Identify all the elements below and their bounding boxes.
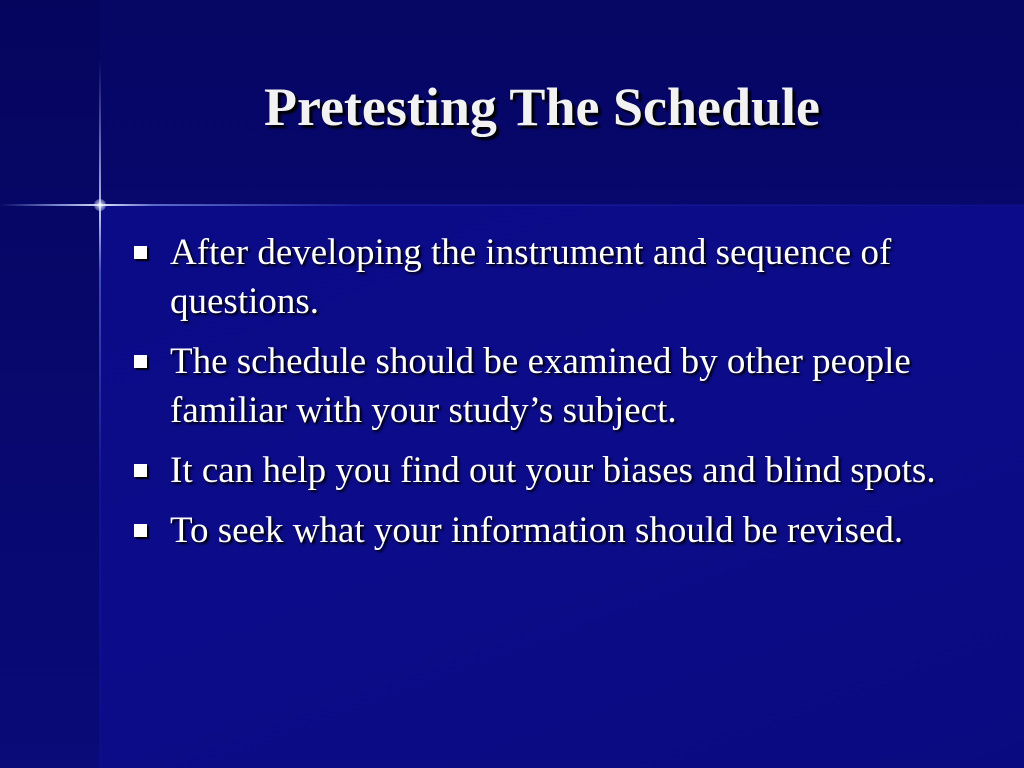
- bullet-item: [132, 446, 962, 495]
- bullet-text: After developing the instrument and sequence of questions.: [170, 232, 892, 322]
- bullet-item: [132, 506, 962, 555]
- square-bullet-icon: [134, 246, 147, 259]
- background-left-panel: [0, 0, 100, 768]
- slide-title: Pretesting The Schedule: [263, 77, 820, 137]
- square-bullet-icon: [134, 524, 147, 537]
- sparkle-decoration: [94, 199, 106, 211]
- bullet-text: To seek what your information should be revised.: [170, 510, 904, 551]
- bullet-item: [132, 337, 962, 435]
- bullet-list: [132, 228, 962, 566]
- vertical-accent-line: [99, 60, 101, 768]
- square-bullet-icon: [134, 464, 147, 477]
- horizontal-accent-line: [0, 204, 1024, 206]
- bullet-text: The schedule should be examined by other people familiar with your study’s subject.: [170, 341, 911, 431]
- bullet-item: [132, 228, 962, 326]
- square-bullet-icon: [134, 355, 147, 368]
- bullet-text: It can help you find out your biases and blind spots.: [170, 450, 936, 491]
